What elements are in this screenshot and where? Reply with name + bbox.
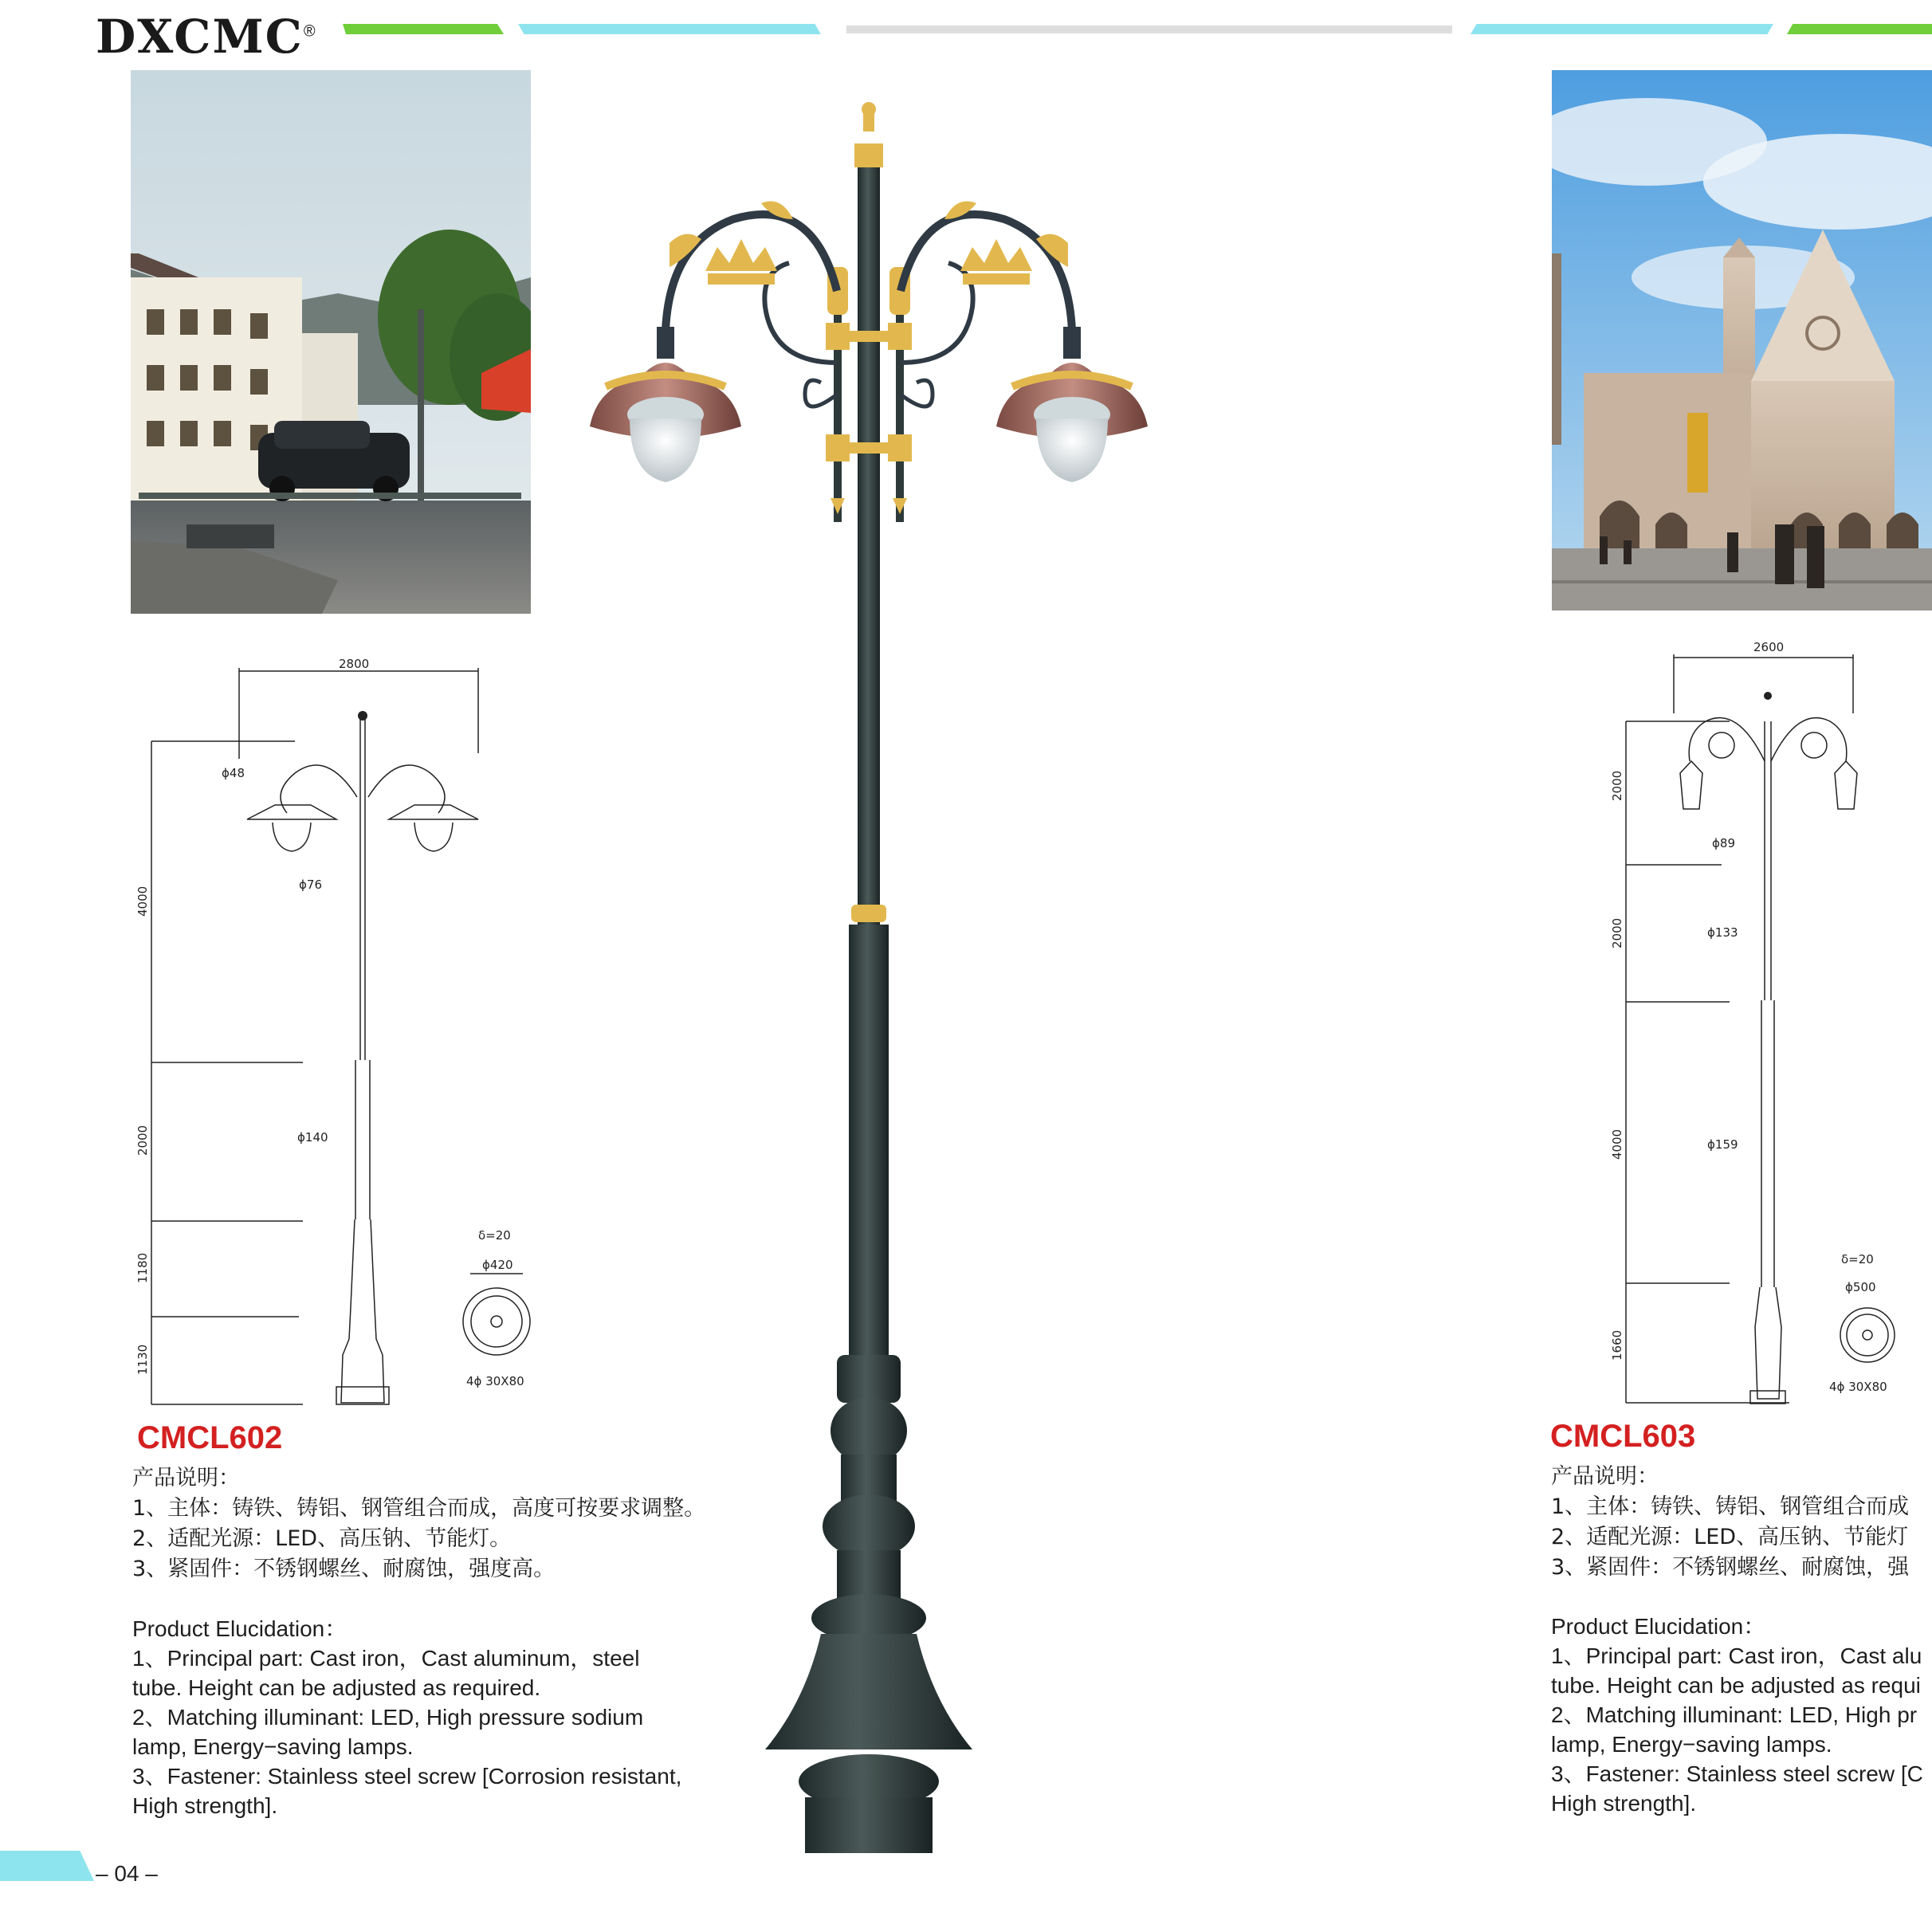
header-bar-cyan-right [1471,24,1773,34]
dim-dia-low-label-r: ϕ159 [1707,1137,1738,1152]
cn-title-right: 产品说明： [1551,1464,1659,1489]
dim-seg3-label-r: 4000 [1610,1129,1624,1160]
cn-line-1: 1、主体：铸铁、铸铝、钢管组合而成，高度可按要求调整。 [132,1496,706,1521]
dim-dia-mid-label-r: ϕ133 [1707,925,1738,940]
en-line-1: 1、Principal part: Cast iron，Cast aluminum，steel [132,1646,640,1671]
cn-line-2-right: 2、适配光源：LED、高压钠、节能灯 [1551,1525,1909,1549]
registered-mark: ® [303,22,317,41]
dim-dia-top-label: ϕ48 [222,766,245,780]
cn-line-1-right: 1、主体：铸铁、铸铝、钢管组合而成 [1551,1494,1910,1519]
en-line-6-right: High strength]. [1551,1791,1697,1816]
en-line-3-right: 2、Matching illuminant: LED, High pr [1551,1702,1918,1727]
page-number: – 04 – [96,1861,158,1886]
product-description-en [132,1614,681,1820]
en-line-4: lamp, Energy−saving lamps. [132,1734,414,1759]
dim-plate-thickness-label: δ=20 [478,1228,511,1243]
cmcl602-dimension-drawing [128,654,558,1411]
lamp-pole-product-image [574,100,1164,1869]
en-line-6: High strength]. [132,1793,278,1818]
dim-plate-dia-label: ϕ420 [482,1258,513,1272]
product-description-en-right [1551,1612,1932,1818]
cn-line-3-right: 3、紧固件：不锈钢螺丝、耐腐蚀，强 [1551,1555,1910,1580]
cn-line-3: 3、紧固件：不锈钢螺丝、耐腐蚀，强度高。 [132,1557,556,1581]
dim-width-label-r: 2600 [1753,640,1785,654]
dim-dia-low-label: ϕ140 [297,1130,328,1145]
cn-line-2: 2、适配光源：LED、高压钠、节能灯。 [132,1526,512,1551]
en-line-5-right: 3、Fastener: Stainless steel screw [C [1551,1761,1923,1786]
dim-bolt-label: 4ϕ 30X80 [466,1374,524,1388]
street-scene-photo [131,70,531,614]
en-line-5: 3、Fastener: Stainless steel screw [Corrosion resistant, [132,1764,682,1789]
dim-seg4-label-r: 1660 [1610,1329,1624,1361]
product-description-cn-right [1551,1462,1932,1583]
en-line-1-right: 1、Principal part: Cast iron，Cast alu [1551,1643,1922,1668]
brand-name: DXCMC [96,10,304,64]
dim-plate-thickness-label-r: δ=20 [1841,1252,1874,1266]
dim-bolt-label-r: 4ϕ 30X80 [1829,1380,1887,1394]
dim-dia-mid-label: ϕ76 [299,878,322,892]
dim-seg4-label: 1130 [135,1344,150,1375]
product-description-cn [132,1463,705,1584]
en-title-right: Product Elucidation： [1551,1614,1766,1639]
dim-seg3-label: 1180 [135,1252,150,1283]
dim-width-label: 2800 [339,657,370,671]
dim-dia-top-label-r: ϕ89 [1712,836,1735,850]
dim-seg1-label-r: 2000 [1610,770,1624,801]
product-model-title-right: CMCL603 [1550,1419,1696,1454]
dim-seg2-label: 2000 [135,1125,150,1156]
header-bar-gray [846,26,1452,33]
cmcl603-dimension-drawing [1602,634,1932,1415]
header-bar-cyan-left [518,24,821,34]
header-bar-green-left [343,24,504,34]
header-bar-green-right [1787,24,1932,34]
footer-cyan-tab [0,1851,94,1881]
en-line-2-right: tube. Height can be adjusted as requi [1551,1673,1921,1698]
product-model-title: CMCL602 [137,1420,283,1455]
en-line-2: tube. Height can be adjusted as required. [132,1675,541,1700]
cn-title: 产品说明： [132,1466,240,1490]
church-square-photo [1552,70,1932,611]
dim-plate-dia-label-r: ϕ500 [1845,1280,1876,1294]
dim-seg2-label-r: 2000 [1610,917,1624,948]
brand-logo [96,10,317,64]
dim-seg1-label: 4000 [135,886,150,917]
en-title: Product Elucidation： [132,1616,348,1641]
en-line-4-right: lamp, Energy−saving lamps. [1551,1732,1832,1757]
en-line-3: 2、Matching illuminant: LED, High pressure sodium [132,1705,644,1730]
